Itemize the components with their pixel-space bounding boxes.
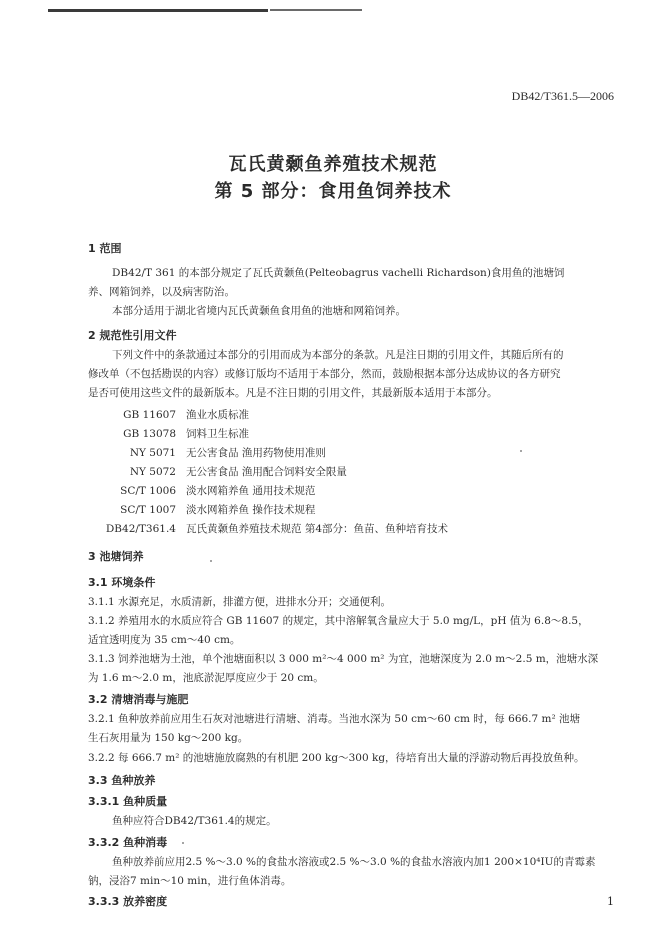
page-number: 1	[607, 895, 614, 908]
section-1-heading: 1 范围	[88, 242, 122, 255]
reference-title: 瓦氏黄颡鱼养殖技术规范 第4部分：鱼苗、鱼种培育技术	[186, 523, 449, 535]
clause-3-3-1-heading: 3.3.1 鱼种质量	[88, 795, 168, 808]
document-subtitle: 第 5 部分：食用鱼饲养技术	[214, 181, 452, 202]
reference-title: 渔业水质标准	[186, 409, 249, 421]
clause-3-3-1-text: 鱼种应符合DB42/T361.4的规定。	[112, 815, 277, 827]
normative-paragraph-line2: 修改单（不包括勘误的内容）或修订版均不适用于本部分，然而，鼓励根据本部分达成协议的各方研究	[88, 368, 561, 380]
clause-3-2-1-line1: 3.2.1 鱼种放养前应用生石灰对池塘进行清塘、消毒。当池水深为 50 cm～60 cm 时，每 666.7 m² 池塘	[88, 713, 581, 725]
subsection-3-3-heading: 3.3 鱼种放养	[88, 774, 156, 787]
reference-code: GB 11607	[123, 409, 176, 421]
scope-paragraph-line2: 养、网箱饲养，以及病害防治。	[88, 286, 235, 298]
clause-3-1-3-line2: 为 1.6 m～2.0 m，池底淤泥厚度应少于 20 cm。	[88, 672, 324, 684]
scope-applicability: 本部分适用于湖北省境内瓦氏黄颡鱼食用鱼的池塘和网箱饲养。	[112, 305, 406, 317]
section-2-heading: 2 规范性引用文件	[88, 329, 177, 342]
reference-item	[90, 464, 347, 479]
reference-title: 淡水网箱养鱼 操作技术规程	[186, 504, 316, 516]
reference-code: DB42/T361.4	[105, 523, 176, 535]
clause-3-3-2-heading: 3.3.2 鱼种消毒	[88, 836, 168, 849]
scan-speck	[520, 450, 522, 452]
reference-item	[90, 426, 249, 441]
clause-3-1-1: 3.1.1 水源充足，水质清新，排灌方便，进排水分开；交通便利。	[88, 596, 392, 608]
normative-paragraph-line3: 是否可使用这些文件的最新版本。凡是不注日期的引用文件，其最新版本适用于本部分。	[88, 387, 498, 399]
subsection-3-1-heading: 3.1 环境条件	[88, 576, 156, 589]
scan-speck	[210, 560, 212, 562]
reference-code: GB 13078	[123, 428, 176, 440]
document-title: 瓦氏黄颡鱼养殖技术规范	[228, 154, 438, 175]
clause-3-2-1-line2: 生石灰用量为 150 kg～200 kg。	[88, 732, 249, 744]
subsection-3-2-heading: 3.2 清塘消毒与施肥	[88, 693, 189, 706]
reference-title: 淡水网箱养鱼 通用技术规范	[186, 485, 316, 497]
clause-3-2-2: 3.2.2 每 666.7 m² 的池塘施放腐熟的有机肥 200 kg～300 kg，待培育出大量的浮游动物后再投放鱼种。	[88, 752, 585, 764]
reference-item	[90, 483, 315, 498]
clause-3-1-2-line2: 适宜透明度为 35 cm～40 cm。	[88, 634, 241, 646]
reference-code: NY 5071	[129, 447, 176, 459]
reference-code: SC/T 1006	[120, 485, 176, 497]
scope-paragraph-line1: DB42/T 361 的本部分规定了瓦氏黄颡鱼(Pelteobagrus vachelli Richardson)食用鱼的池塘饲	[112, 267, 565, 279]
standard-number: DB42/T361.5—2006	[511, 89, 614, 103]
scan-speck	[182, 842, 184, 844]
clause-3-3-3-heading: 3.3.3 放养密度	[88, 895, 168, 908]
clause-3-3-2-line1: 鱼种放养前应用2.5 %～3.0 %的食盐水溶液或2.5 %～3.0 %的食盐水溶液内加1 200×10⁴IU的青霉素	[112, 856, 596, 868]
clause-3-3-2-line2: 钠，浸浴7 min～10 min，进行鱼体消毒。	[88, 875, 292, 887]
header-rule-fragment	[270, 9, 362, 11]
normative-paragraph-line1: 下列文件中的条款通过本部分的引用而成为本部分的条款。凡是注日期的引用文件，其随后所有的	[112, 349, 564, 361]
header-rule	[48, 9, 268, 12]
clause-3-1-3-line1: 3.1.3 饲养池塘为土池，单个池塘面积以 3 000 m²～4 000 m² 为宜，池塘深度为 2.0 m～2.5 m，池塘水深	[88, 653, 599, 665]
reference-code: NY 5072	[129, 466, 176, 478]
reference-code: SC/T 1007	[120, 504, 176, 516]
reference-title: 无公害食品 渔用配合饲料安全限量	[186, 466, 347, 478]
reference-title: 无公害食品 渔用药物使用准则	[186, 447, 326, 459]
reference-item	[90, 407, 249, 422]
reference-item	[90, 521, 448, 536]
reference-item	[90, 445, 326, 460]
section-3-heading: 3 池塘饲养	[88, 550, 144, 563]
clause-3-1-2-line1: 3.1.2 养殖用水的水质应符合 GB 11607 的规定，其中溶解氧含量应大于 5.0 mg/L，pH 值为 6.8～8.5，	[88, 615, 589, 627]
reference-title: 饲料卫生标准	[186, 428, 249, 440]
reference-item	[90, 502, 315, 517]
